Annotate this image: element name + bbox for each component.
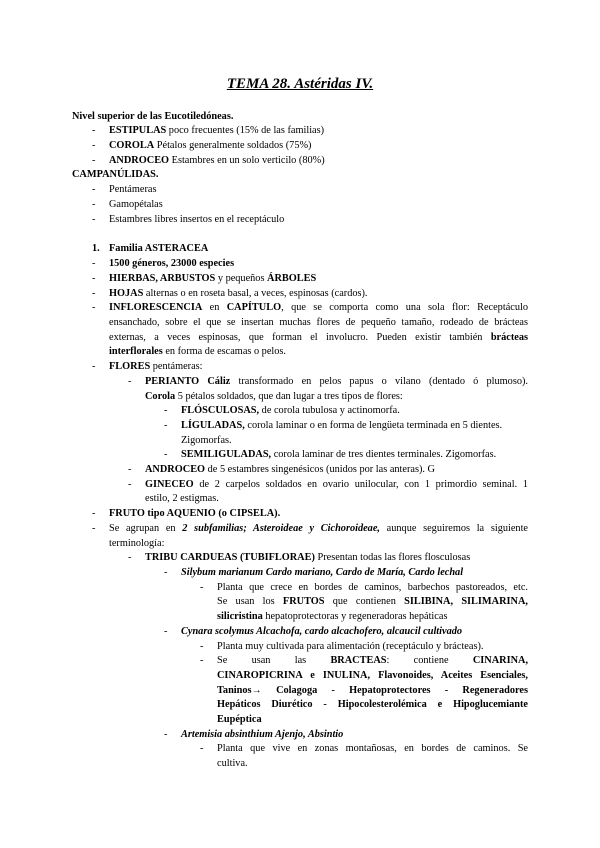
bullet-dash: - bbox=[164, 405, 168, 416]
bullet-dash: - bbox=[200, 582, 204, 593]
tribu-heading: TRIBU CARDUEAS (TUBIFLORAE) Presentan todas las flores flosculosas bbox=[145, 552, 471, 563]
bullet-dash: - bbox=[92, 125, 96, 136]
bullet-dash: - bbox=[92, 199, 96, 210]
silybum-desc-line-1: Planta que crece en bordes de caminos, barbechos pastoreados, etc. bbox=[217, 582, 528, 593]
bullet-dash: - bbox=[128, 479, 132, 490]
cynara-desc-2-line-3: Taninos→ Colagoga - Hepatoprotectores - Regeneradores bbox=[217, 685, 528, 696]
cynara-desc-2-line-1: Se usan las BRACTEAS: contiene CINARINA, bbox=[217, 655, 529, 666]
inflorescencia-line-2: ensanchado, sobre el que se insertan muchas flores de pequeño tamaño, rodeado de brácteas bbox=[109, 317, 528, 328]
list-item: Pentámeras bbox=[109, 184, 157, 195]
cynara-heading: Cynara scolymus Alcachofa, cardo alcachofero, alcaucil cultivado bbox=[181, 626, 463, 637]
perianto-line-2: Corola 5 pétalos soldados, que dan lugar a tres tipos de flores: bbox=[145, 391, 403, 402]
bullet-dash: - bbox=[92, 361, 96, 372]
bullet-dash: - bbox=[92, 273, 96, 284]
nivel-heading: Nivel superior de las Eucotiledóneas. bbox=[72, 111, 234, 122]
bullet-dash: - bbox=[128, 552, 132, 563]
inflorescencia-line-4: interflorales en forma de escamas o pelos. bbox=[109, 346, 286, 357]
list-item: Estambres libres insertos en el receptáculo bbox=[109, 214, 285, 225]
cynara-desc-1: Planta muy cultivada para alimentación (receptáculo y brácteas). bbox=[217, 641, 484, 652]
list-item-androceo-detail: ANDROCEO de 5 estambres singenésicos (unidos por las anteras). G bbox=[145, 464, 435, 475]
bullet-dash: - bbox=[200, 743, 204, 754]
section-number: 1. bbox=[92, 243, 100, 254]
bullet-dash: - bbox=[200, 655, 204, 666]
bullet-dash: - bbox=[92, 155, 96, 166]
inflorescencia-line-3: externas, a veces espinosas, que forman el involucro. Pueden existir también brácteas bbox=[109, 332, 528, 343]
list-item-fruto: FRUTO tipo AQUENIO (o CIPSELA). bbox=[109, 508, 281, 519]
silybum-heading: Silybum marianum Cardo mariano, Cardo de María, Cardo lechal bbox=[181, 567, 464, 578]
bullet-dash: - bbox=[164, 626, 168, 637]
page-title: TEMA 28. Astéridas IV. bbox=[226, 76, 374, 92]
bullet-dash: - bbox=[92, 214, 96, 225]
silybum-desc-line-3: silicristina hepatoprotectoras y regeneradoras hepáticas bbox=[217, 611, 448, 622]
bullet-dash: - bbox=[164, 420, 168, 431]
list-item-flosculosas: FLÓSCULOSAS, de corola tubulosa y actinomorfa. bbox=[181, 405, 400, 416]
perianto-line-1: PERIANTO Cáliz transformado en pelos papus o vilano (dentado ó plumoso). bbox=[145, 376, 528, 387]
list-item-hojas: HOJAS alternas o en roseta basal, a veces, espinosas (cardos). bbox=[109, 288, 368, 299]
list-item-androceo: ANDROCEO Estambres en un solo verticilo (80%) bbox=[109, 155, 325, 166]
list-item-estipulas: ESTIPULAS poco frecuentes (15% de las familias) bbox=[109, 125, 325, 136]
cynara-desc-2-line-4: Hepáticos Diurético - Hipocolesterolémica e Hipoglucemiante bbox=[217, 699, 528, 710]
list-item: Gamopétalas bbox=[109, 199, 163, 210]
bullet-dash: - bbox=[92, 258, 96, 269]
agrupan-line-1: Se agrupan en 2 subfamilias; Asteroideae y Cichoroideae, aunque seguiremos la siguiente bbox=[109, 523, 528, 534]
bullet-dash: - bbox=[92, 302, 96, 313]
inflorescencia-line-1: INFLORESCENCIA en CAPÍTULO, que se comporta como una sola flor: Receptáculo bbox=[109, 302, 528, 313]
bullet-dash: - bbox=[92, 508, 96, 519]
list-item-species: 1500 géneros, 23000 especies bbox=[109, 258, 235, 269]
artemisia-desc-line-2: cultiva. bbox=[217, 758, 248, 769]
arrow-right-icon: → bbox=[251, 685, 262, 696]
bullet-dash: - bbox=[92, 288, 96, 299]
bullet-dash: - bbox=[164, 567, 168, 578]
list-item-hierbas: HIERBAS, ARBUSTOS y pequeños ÁRBOLES bbox=[109, 273, 317, 284]
silybum-desc-line-2: Se usan los FRUTOS que contienen SILIBINA, SILIMARINA, bbox=[217, 596, 528, 607]
list-item-liguladas: LÍGULADAS, corola laminar o en forma de lengüeta terminada en 5 dientes. bbox=[181, 420, 503, 431]
bullet-dash: - bbox=[128, 464, 132, 475]
agrupan-line-2: terminología: bbox=[109, 538, 165, 549]
liguladas-line-2: Zigomorfas. bbox=[181, 435, 232, 446]
bullet-dash: - bbox=[164, 449, 168, 460]
gineceo-line-2: estilo, 2 estigmas. bbox=[145, 493, 219, 504]
bullet-dash: - bbox=[92, 184, 96, 195]
list-item-semiliguladas: SEMILIGULADAS, corola laminar de tres dientes terminales. Zigomorfas. bbox=[181, 449, 497, 460]
campanulidas-heading: CAMPANÚLIDAS. bbox=[72, 169, 159, 180]
list-item-corola: COROLA Pétalos generalmente soldados (75%) bbox=[109, 140, 312, 151]
bullet-dash: - bbox=[164, 729, 168, 740]
cynara-desc-2-line-5: Eupéptica bbox=[217, 714, 262, 725]
artemisia-desc-line-1: Planta que vive en zonas montañosas, en bordes de caminos. Se bbox=[217, 743, 528, 754]
familia-heading: Familia ASTERACEA bbox=[109, 243, 209, 254]
list-item-gineceo: GINECEO de 2 carpelos soldados en ovario unilocular, con 1 primordio seminal. 1 bbox=[145, 479, 528, 490]
cynara-desc-2-line-2: CINAROPICRINA e INULINA, Flavonoides, Aceites Esenciales, bbox=[217, 670, 528, 681]
bullet-dash: - bbox=[128, 376, 132, 387]
bullet-dash: - bbox=[200, 641, 204, 652]
list-item-flores: FLORES pentámeras: bbox=[109, 361, 203, 372]
artemisia-heading: Artemisia absinthium Ajenjo, Absintio bbox=[181, 729, 344, 740]
bullet-dash: - bbox=[92, 140, 96, 151]
bullet-dash: - bbox=[92, 523, 96, 534]
